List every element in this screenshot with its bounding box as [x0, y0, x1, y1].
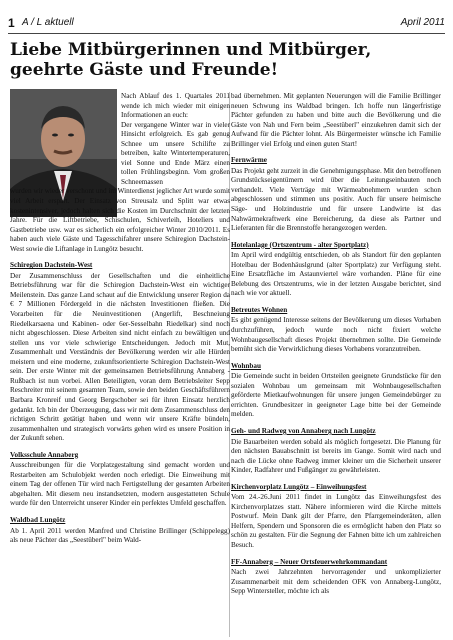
- paragraph-radweg: Die Bauarbeiten werden sobald als möglich fortgesetzt. Die Planung für den nächsten Bauabschnitt ist bereits im Gange. Somit wird nach und nach die Lücke ohne Radweg immer kleiner um die Sicherheit unserer Kinder, Radfahrer und Fußgänger zu gewährleisten.: [231, 437, 441, 475]
- article-column-left: [10, 92, 230, 546]
- paragraph-waldbad: Ab 1. April 2011 werden Manfred und Christine Brillinger (Schippelegg) als neue Pächter das „Seestüberl" beim Wald-: [10, 526, 230, 545]
- heading-radweg: Geh- und Radweg von Annaberg nach Lungötz: [231, 426, 376, 435]
- paragraph-wohnbau: Die Gemeinde sucht in beiden Ortsteilen geeignete Grundstücke für den sozialen Wohnbau um gemeinsam mit Wohnbaugesellschaften geförderte Mietkaufwohnungen für unsere jungen Gemeindebürger zu errichten. Grundbesitzer in geeigneter Lage bitte bei der Gemeinde melden.: [231, 372, 441, 419]
- article-headline: Liebe Mitbürgerinnen und Mitbürger, geehrte Gäste und Freunde!: [10, 40, 372, 80]
- intro-paragraph-winter: Der vergangene Winter war in vieler Hinsicht erfolgreich. Es gab genug Schnee um unsere Schilifte zu betreiben, kalte Wintertemperaturen, viel Sonne und Ende März einen tollen Frühlingsbeginn. Vom großen Schneemassen: [121, 120, 230, 186]
- heading-betreutes-wohnen: Betreutes Wohnen: [231, 305, 288, 314]
- heading-waldbad: Waldbad Lungötz: [10, 515, 66, 524]
- intro-paragraph: Nach Ablauf des 1. Quartales 2011 wende ich mich wieder mit einigen Informationen an euch:: [121, 92, 230, 120]
- heading-schiregion: Schiregion Dachstein-West: [10, 261, 93, 270]
- heading-hotelanlage: Hotelanlage (Ortszentrum - alter Sportplatz): [231, 240, 369, 249]
- intro-paragraph-continued: wurden wir wieder verschont und im Winterdienst jeglicher Art wurde somit viel Arbeit erspart. Der Einsatz von Streusalz und Splitt war etwas kostenintensiver, jedoch halten sich die Kosten im Durchschnitt der letzten Jahre. Für die Liftbetriebe, Schischulen, Schiverleih, Hoteliers und Gastbetriebe usw. war es sicherlich ein erfolgreicher Winter 2010/2011. Es haben auch viele Gäste und Tagesschifahrer unsere Schiregion Dachstein-West sowie die Liftanlage in Lungötz besucht.: [10, 187, 230, 253]
- issue-date: April 2011: [400, 17, 445, 28]
- header-rule: [8, 33, 445, 34]
- paragraph-betreutes-wohnen: Es gibt genügend Interesse seitens der Bevölkerung um dieses Vorhaben durchzuführen, jedoch wurde noch nicht fixiert welche Wohnbaugesellschaft dieses Projekt übernehmen sollte. Die Gemeinde bemüht sich die Verwirklichung dieses Vorhabens voranzutreiben.: [231, 316, 441, 354]
- heading-feuerwehr: FF-Annaberg – Neuer Ortsfeuerwehrkommandant: [231, 557, 388, 566]
- heading-volksschule: Volksschule Annaberg: [10, 450, 79, 459]
- paragraph-fernwaerme: Das Projekt geht zurzeit in die Genehmigungsphase. Mit den betroffenen Grundstückseigentümern wird über die Leitungseinbauten noch verhandelt. Viele Verträge mit Wärmeabnehmern wurden schon abgeschlossen und stimmen uns positiv. Auch für unsere heimische Säge- und Holzindustrie und für unsere Landwirte ist das Nahwärmekraftwerk eine Bereicherung, da diese als Partner und Lieferanten für die Brennstoffe herangezogen werden.: [231, 166, 441, 233]
- paragraph-schiregion: Der Zusammenschluss der Gesellschaften und die einheitliche Betriebsführung war für die Schiregion Dachstein-West ein wichtiger Meilenstein. Das ganze Land schaut auf die Entwicklung unserer Region da € 7 Millionen Fördergeld in die nächsten Investitionen fließen. Die Vorarbeiten für die Neuinvestitionen (Angerlift, Beschneiung Riedelkarsaena und Kabinen- oder 6er-Sesselbahn Riedelkar) sind noch nicht abgeschlossen. Diese Arbeiten sind nicht einfach zu bewältigen und stellen uns vor viele schwierige Entscheidungen. Jedoch mit Mut, Zusammenhalt und Verständnis der Bevölkerung werden wir alle Hürden meistern und eine moderne, zukunftsorientierte Schiregion Dachstein-West sein. Der erste Winter mit der gemeinsamen Betriebsführung Annaberg - Rußbach ist nun vorbei. Allen Beteiligten, voran dem Betriebsleiter Sepp Reschreiter mit seinem gesamten Team, sowie den beiden Geschäftsführern Barbara Kronreif und Georg Bergschober sei für ihren Einsatz herzlich gedankt. Ich bin der Überzeugung, dass wir mit dem Zusammenschluss den richtigen Schritt getätigt haben und wenn wir unsere Kräfte bündeln, zusammenhalten und strategisch vorwärts gehen wird es unsere Position in der Zukunft sehen.: [10, 271, 230, 443]
- paragraph-kirchenvorplatz: Vom 24.-26.Juni 2011 findet in Lungötz das Einweihungsfest des Kirchenvorplatzes statt. Nähere informieren wird die Kirche mittels Postwurf. Mein Dank gilt der Pfarre, den Pfarrgemeinderäten, allen Helfern, Spendern und Sponsoren die es ermöglicht haben den Platz so schön zu gestalten. Für die Segnung der Fahnen bitte ich um zahlreichen Besuch.: [231, 493, 441, 549]
- page-number: 1: [8, 16, 15, 30]
- paragraph-hotelanlage: Im April wird endgültig entschieden, ob als Standort für den geplanten Hotelbau der Bodenhäuslgrund (alter Sportplatz) zur Verfügung steht. Eine Ersatzfläche im Astaunviertel wäre vorhanden. Pläne für eine Belebung des Ortszentrums, wie in der letzten Ausgabe berichtet, sind nach wie vor aktuell.: [231, 251, 441, 298]
- page-header: [8, 16, 445, 32]
- paragraph-waldbad-continued: bad übernehmen. Mit geplanten Neuerungen will die Familie Brillinger neuen Schwung ins Waldbad bringen. Ich hoffe nun längerfristige Pächter gefunden zu haben und bitte auch die Bevölkerung und die Gäste von Nah und Fern beim „Seestüberl" einzukehren damit sich der Aufwand für die Pächter lohnt. Als Bürgermeister wünsche ich Familie Brillinger viel Erfolg und einen guten Start!: [231, 92, 441, 148]
- article-column-right: [231, 92, 441, 597]
- paragraph-feuerwehr: Nach zwei Jahrzehnten hervorragender und unkomplizierter Zusammenarbeit mit dem scheidenden OFK von Annaberg-Lungötz, Sepp Wintersteller, möchte ich als: [231, 568, 441, 596]
- heading-kirchenvorplatz: Kirchenvorplatz Lungötz – Einweihungsfest: [231, 482, 367, 491]
- heading-wohnbau: Wohnbau: [231, 361, 261, 370]
- paragraph-volksschule: Ausschreibungen für die Vorplatzgestaltung sind gemacht worden und Restarbeiten am Schulobjekt werden noch erledigt. Die Einweihung mit einem Tag der offenen Tür wird nach Fertigstellung der gesamten Arbeiten abgehalten. Mit diesem neu instandsetzten, modern ausgestatteten Schule wurde für den Unterreicht unserer Kinder ein perfektes Umfeld geschaffen.: [10, 461, 230, 508]
- heading-fernwaerme: Fernwärme: [231, 156, 267, 165]
- section-name: A / L aktuell: [22, 17, 74, 28]
